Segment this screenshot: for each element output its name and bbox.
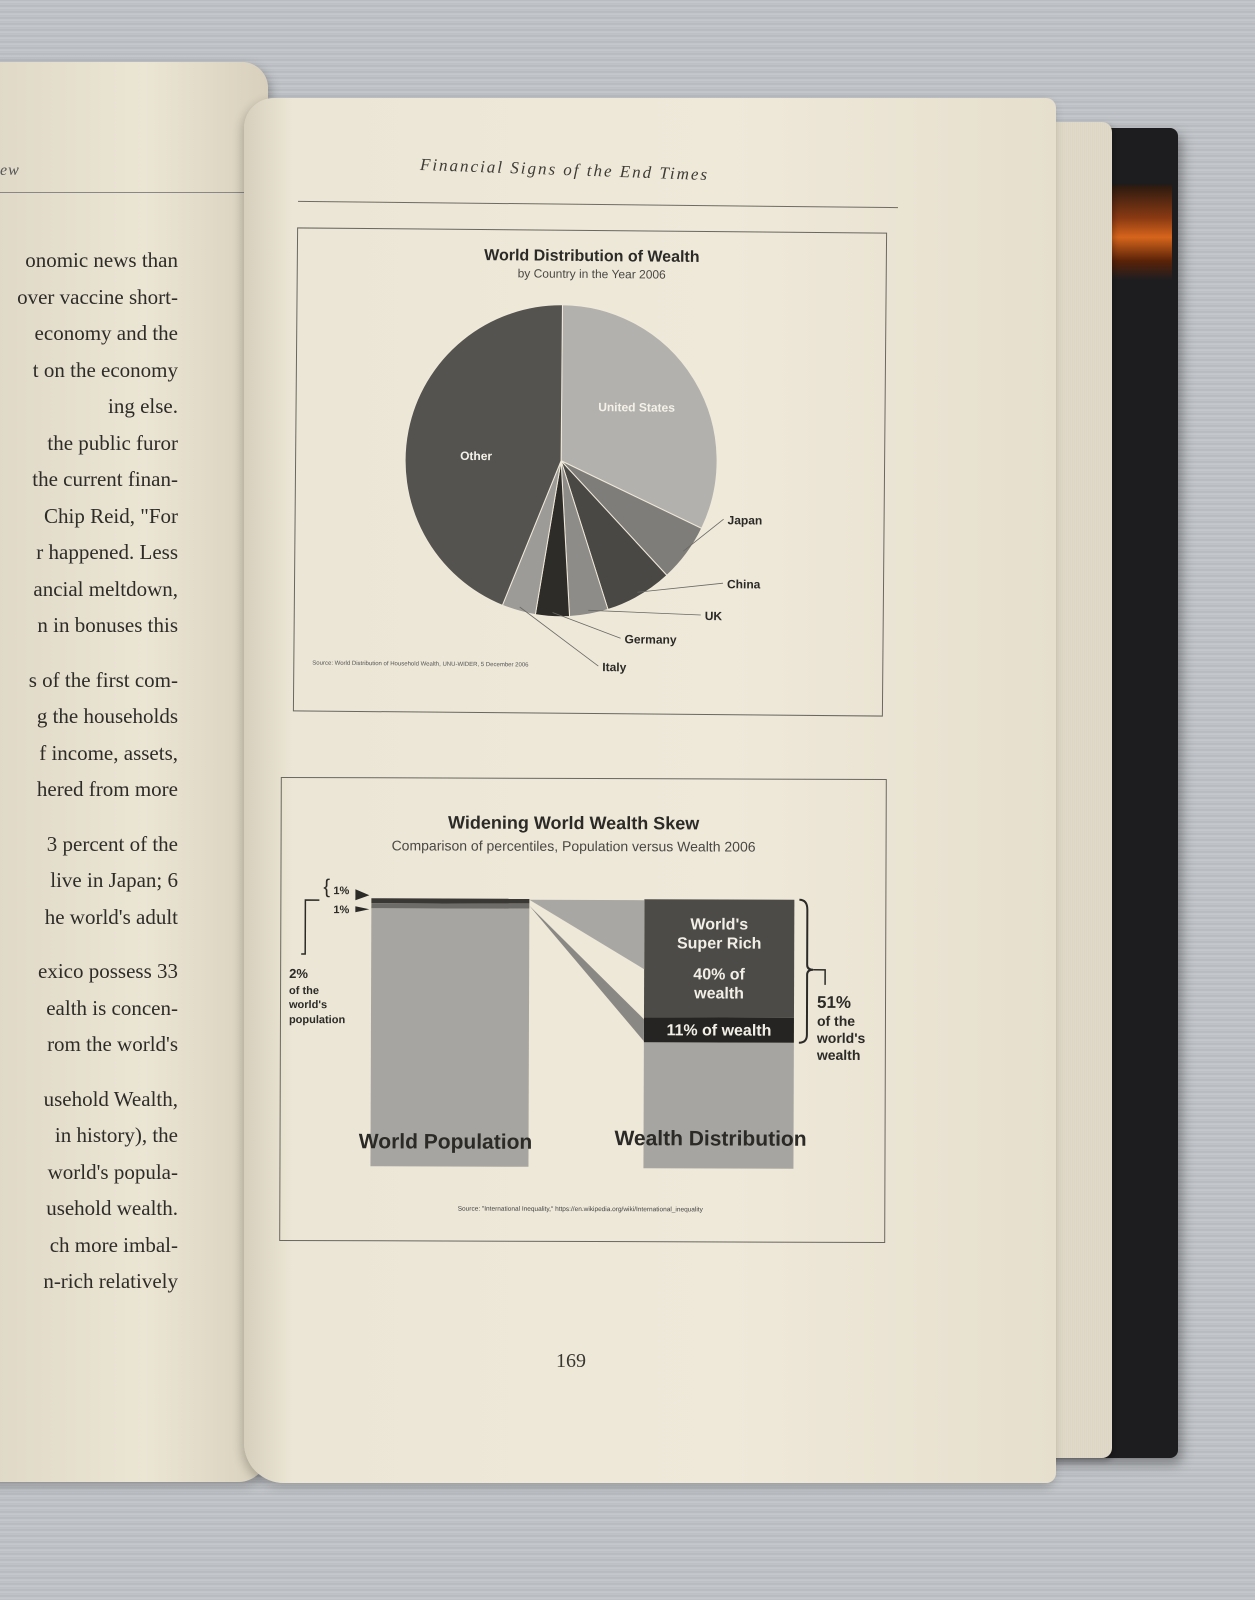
left-note-line: population bbox=[288, 1013, 346, 1027]
left-text-line: exico possess 33 bbox=[38, 959, 178, 983]
running-head: Financial Signs of the End Times bbox=[419, 155, 710, 185]
left-text-line bbox=[17, 644, 178, 662]
pie-title: World Distribution of Wealth bbox=[484, 247, 700, 266]
left-text-line: ing else. bbox=[108, 394, 178, 418]
left-text-line: rom the world's bbox=[47, 1032, 178, 1056]
bracket-second-label: 1% bbox=[333, 904, 350, 917]
skew-title: Widening World Wealth Skew bbox=[448, 812, 700, 834]
left-note-line: world's bbox=[288, 998, 328, 1012]
left-text-line: r happened. Less bbox=[36, 540, 178, 564]
left-text-line bbox=[17, 1063, 178, 1081]
left-text-line: hered from more bbox=[36, 777, 178, 801]
left-text-line: world's popula- bbox=[47, 1159, 178, 1184]
left-bracket-line bbox=[301, 900, 319, 954]
left-text-line: in history), the bbox=[54, 1123, 178, 1147]
left-head-rule bbox=[0, 192, 250, 193]
wealth-pie-figure bbox=[293, 227, 887, 716]
right-note-line: world's bbox=[816, 1029, 866, 1046]
left-text-line: usehold wealth. bbox=[46, 1196, 178, 1220]
wealth-pie-chart bbox=[294, 228, 886, 715]
pie-slice-label: China bbox=[726, 577, 761, 592]
pie-slices bbox=[404, 303, 719, 618]
left-text-line bbox=[17, 808, 178, 826]
left-text-line bbox=[17, 935, 178, 953]
pie-source: Source: World Distribution of Household Wealth, UNU-WIDER, 5 December 2006 bbox=[312, 660, 529, 669]
right-note-line: of the bbox=[816, 1012, 856, 1029]
left-page bbox=[0, 62, 268, 1482]
super-rich-line: World's bbox=[690, 916, 749, 934]
left-text-line: 3 percent of the bbox=[46, 831, 178, 856]
left-text-line: g the households bbox=[36, 704, 178, 728]
page-number: 169 bbox=[556, 1350, 586, 1372]
left-text-line: n-rich relatively bbox=[43, 1269, 178, 1293]
population-top-1pct bbox=[371, 898, 529, 904]
wealth-label: Wealth Distribution bbox=[614, 1127, 807, 1151]
connector-super-rich bbox=[529, 900, 644, 969]
left-text-line: n in bonuses this bbox=[37, 613, 178, 637]
left-text-line: live in Japan; 6 bbox=[50, 868, 178, 892]
left-note-line: 2% bbox=[289, 965, 308, 982]
population-label: World Population bbox=[358, 1130, 533, 1154]
left-text-line: s of the first com- bbox=[28, 667, 178, 692]
right-bracket-line bbox=[799, 900, 813, 1043]
forty-pct-line: 40% of bbox=[693, 966, 745, 984]
population-bar bbox=[370, 908, 529, 1167]
left-text-line: ancial meltdown, bbox=[33, 576, 178, 601]
eleven-pct-label: 11% of wealth bbox=[666, 1022, 772, 1040]
pie-slice-label: Other bbox=[460, 448, 493, 464]
forty-pct-line: wealth bbox=[694, 985, 744, 1003]
right-bracket-stem bbox=[813, 970, 825, 985]
pie-slice-label: Italy bbox=[602, 660, 627, 675]
left-text-line: onomic news than bbox=[25, 248, 178, 272]
left-text-line: the public furor bbox=[47, 430, 178, 455]
left-running-head: ew bbox=[0, 162, 20, 179]
pie-subtitle: by Country in the Year 2006 bbox=[517, 266, 666, 282]
left-text-line: usehold Wealth, bbox=[43, 1086, 178, 1111]
skew-subtitle: Comparison of percentiles, Population versus Wealth 2006 bbox=[391, 837, 756, 855]
right-note-line: 51% bbox=[816, 992, 852, 1012]
right-note-line: wealth bbox=[816, 1046, 861, 1063]
left-text-line: t on the economy bbox=[32, 357, 178, 382]
left-note-line: of the bbox=[289, 984, 320, 998]
arrow-top-icon bbox=[355, 889, 369, 900]
population-second-1pct bbox=[371, 903, 529, 909]
pie-slice-label: Germany bbox=[624, 632, 677, 647]
left-text-line: he world's adult bbox=[44, 904, 178, 929]
arrow-second-icon bbox=[355, 906, 369, 912]
bracket-top-label: 1% bbox=[333, 885, 350, 898]
pie-leader-line bbox=[588, 610, 701, 615]
skew-source: Source: "International Inequality," https://en.wikipedia.org/wiki/International_inequality bbox=[457, 1205, 703, 1214]
left-note bbox=[288, 966, 346, 1026]
left-text-line: ealth is concen- bbox=[46, 995, 178, 1020]
left-text-line: economy and the bbox=[34, 321, 178, 345]
wealth-skew-figure bbox=[279, 777, 887, 1243]
super-rich-line: Super Rich bbox=[676, 935, 762, 953]
wealth-skew-chart bbox=[280, 778, 886, 1242]
pie-slice-label: United States bbox=[598, 400, 675, 415]
left-text-line: f income, assets, bbox=[39, 740, 178, 765]
right-note bbox=[816, 993, 866, 1063]
left-text-line: Chip Reid, "For bbox=[44, 503, 178, 528]
left-text-line: ch more imbal- bbox=[49, 1232, 178, 1257]
pie-leader-line bbox=[552, 613, 620, 639]
pie-slice-label: Japan bbox=[727, 513, 763, 528]
left-text-line: over vaccine short- bbox=[17, 284, 178, 309]
left-text-line: the current finan- bbox=[32, 467, 178, 491]
left-page-text bbox=[17, 242, 178, 1300]
bracket-glyph-1: { bbox=[323, 876, 331, 899]
pie-slice-label: UK bbox=[704, 609, 723, 624]
